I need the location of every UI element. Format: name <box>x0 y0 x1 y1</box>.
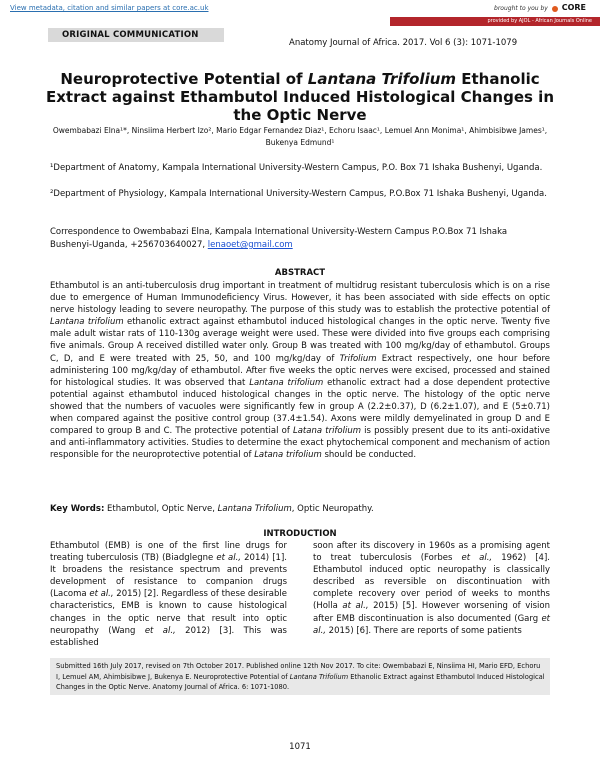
keywords-text: Ethambutol, Optic Nerve, <box>104 504 218 514</box>
abstract-text: ethanolic extract against ethambutol induced histological changes in the optic nerve. Twenty five male adult wistar rats of 110-130g average weight were used. These were divided into five groups each comprising five animals. Group A received distilled water only. Group B was treated with 100 mg/kg/day of ethambutol. Groups C, D, and E were treated with 25, 50, and 100 mg/kg/day of <box>50 317 550 364</box>
brought-by-text: brought to you by <box>494 5 548 12</box>
intro-italic: et al., <box>216 553 242 564</box>
paper-title <box>40 70 560 124</box>
intro-text: 2015) [6]. There are reports of some patients <box>325 625 522 636</box>
abstract-italic: Trifolium <box>339 353 377 364</box>
provided-by-bar[interactable]: provided by AJOL - African Journals Online <box>390 17 600 26</box>
intro-column-right <box>313 540 550 637</box>
core-link-text[interactable]: View metadata, citation and similar papers at core.ac.uk <box>10 4 209 12</box>
keywords-italic: Lantana Trifolium <box>217 504 292 514</box>
title-part1: Neuroprotective Potential of <box>60 70 308 88</box>
section-label: ORIGINAL COMMUNICATION <box>62 30 199 40</box>
intro-italic: et al., <box>461 553 493 564</box>
introduction-heading: INTRODUCTION <box>263 529 337 539</box>
core-banner <box>0 0 600 28</box>
correspondence-text: Correspondence to Owembabazi Elna, Kampala International University-Western Campus P.O.Box 71 Ishaka Bushenyi-Uganda, +256703640027, <box>50 227 508 250</box>
journal-citation: Anatomy Journal of Africa. 2017. Vol 6 (3): 1071-1079 <box>289 38 518 48</box>
core-brought-by[interactable] <box>494 3 586 12</box>
abstract-italic: Lantana trifolium <box>249 377 324 388</box>
intro-italic: et al., <box>144 625 176 636</box>
author-list: Owembabazi Elna¹*, Ninsiima Herbert Izo², Mario Edgar Fernandez Diaz¹, Echoru Isaac¹, Lemuel Ann Monima¹, Ahimbisibwe James¹, Bukenya Edmund¹ <box>52 126 548 147</box>
intro-italic: at al., <box>342 601 369 612</box>
abstract-italic: Lantana trifolium <box>50 317 124 328</box>
abstract-text: is possibly present due to its anti-oxidative and anti-inflammatory activities. Studies to determine the exact phytochemical component and mechanism of action responsible for the neuroprotective potential of <box>50 426 550 461</box>
affiliation-2: ²Department of Physiology, Kampala International University-Western Campus, P.O.Box 71 Ishaka Bushenyi, Uganda. <box>50 189 547 199</box>
page-number: 1071 <box>289 742 311 752</box>
correspondence <box>50 226 550 252</box>
abstract-text: should be conducted. <box>321 450 417 461</box>
abstract-heading: ABSTRACT <box>274 268 326 278</box>
citation-italic: Lantana Trifolium <box>289 672 349 681</box>
intro-text: Ethambutol (EMB) is one of the first line drugs for treating tuberculosis (TB) (Biadglegne <box>50 541 287 564</box>
citation-part: Ethanolic Extract against Ethambutol Induced Histological Changes in the Optic Nerve. Anatomy Journal of Africa. 6: 1071-1080. <box>56 672 545 691</box>
core-logo-icon <box>552 6 558 12</box>
intro-text: 2014) [1]. It broadens the resistance spectrum and prevents development of resistance to companion drugs (Lacoma <box>50 553 287 600</box>
intro-italic: et al., <box>89 589 114 600</box>
keywords-label: Key Words: <box>50 504 105 514</box>
affiliation-1: ¹Department of Anatomy, Kampala International University-Western Campus, P.O. Box 71 Ishaka Bushenyi, Uganda. <box>50 163 543 173</box>
intro-text: 2015) [5]. However worsening of vision after EMB discontinuation is also documented (Garg <box>313 601 550 624</box>
intro-text: 1962) [4]. Ethambutol induced optic neuropathy is classically described as reversible on discontinuation with complete recovery over period of weeks to months (Holla <box>313 553 550 612</box>
core-logo: CORE <box>561 3 586 12</box>
intro-column-left <box>50 540 287 649</box>
core-metadata-link[interactable] <box>10 4 209 12</box>
abstract-text: Ethambutol is an anti-tuberculosis drug important in treatment of multidrug resistant tuberculosis which is on a rise due to emergence of Human Immunodeficiency Virus. However, it has been associated with side effects on optic nerve histology leading to severe neuropathy. The purpose of this study was to establish the protective potential of <box>50 281 550 316</box>
abstract-body <box>50 280 550 461</box>
keywords-text: , Optic Neuropathy. <box>291 504 374 514</box>
intro-italic: et al., <box>313 613 550 636</box>
abstract-italic: Latana trifolium <box>254 450 322 461</box>
abstract-text: Extract respectively, one hour before administering 100 mg/kg/day of ethambutol. After five weeks the optic nerves were excised, processed and stained for histological studies. It was observed that <box>50 353 550 388</box>
abstract-italic: Latana trifolium <box>292 426 362 437</box>
intro-text: soon after its discovery in 1960s as a promising agent to treat tuberculosis (Forbes <box>313 541 550 564</box>
keywords <box>50 504 550 514</box>
title-italic: Lantana Trifolium <box>307 70 457 88</box>
abstract-text: ethanolic extract had a dose dependent protective potential against ethambutol induced histological changes in the optic nerve. The histology of the optic nerve showed that the numbers of vacuoles were significantly few in group A (2.2±0.37), D (6.2±1.07), and E (5±0.71) when compared against the positive control group (37.4±1.54). Axons were mildly demyelinated in group D and E compared to group B and C. The protective potential of <box>50 377 550 437</box>
citation-text <box>56 661 546 693</box>
correspondence-email-link[interactable]: lenaoet@gmail.com <box>207 240 293 250</box>
title-part2: Ethanolic Extract against Ethambutol Induced Histological Changes in the Optic Nerve <box>46 70 554 124</box>
intro-text: 2015) [2]. Regardless of these desirable characteristics, EMB is known to cause histological changes in the optic nerve that result into optic neuropathy (Wang <box>50 589 287 636</box>
citation-part: Submitted 16th July 2017, revised on 7th October 2017. Published online 12th Nov 2017. To cite: Owembabazi E, Ninsiima HI, Mario EFD, Echoru I, Lemuel AM, Ahimbisibwe J, Bukenya E. Neuroprotective Potential of <box>56 662 541 681</box>
intro-text: 2012) [3]. This was established <box>50 625 287 648</box>
